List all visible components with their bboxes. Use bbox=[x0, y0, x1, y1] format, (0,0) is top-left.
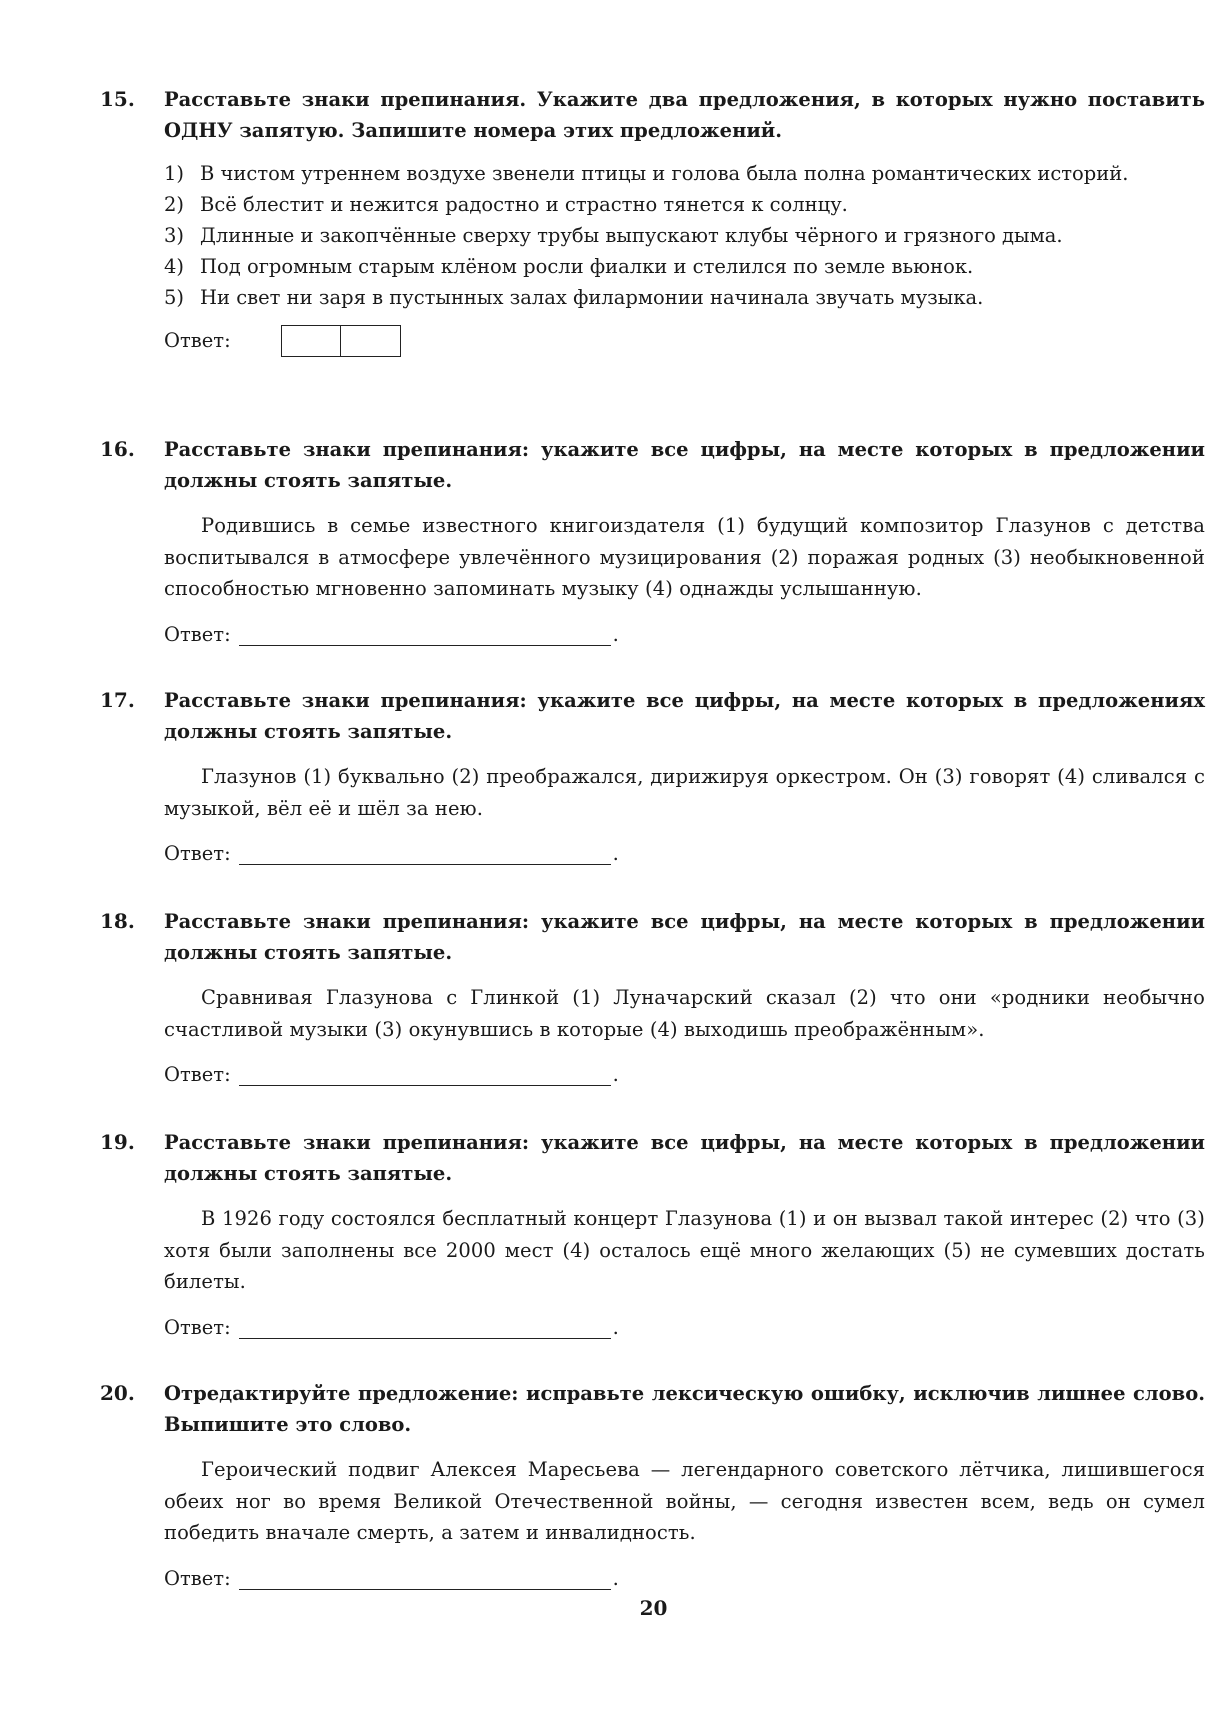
answer-label: Ответ: bbox=[164, 1315, 231, 1339]
answer-row bbox=[164, 838, 1205, 869]
option-number: 4) bbox=[164, 255, 185, 278]
task-number: 15. bbox=[100, 87, 135, 111]
task-number: 18. bbox=[100, 909, 135, 933]
option-text: Под огромным старым клёном росли фиалки и стелился по земле вьюнок. bbox=[200, 255, 974, 278]
option-item bbox=[164, 189, 1205, 220]
task-20 bbox=[100, 1378, 1205, 1594]
task-15 bbox=[100, 84, 1205, 356]
answer-label: Ответ: bbox=[164, 842, 231, 865]
task-prompt: Расставьте знаки препинания: укажите все цифры, на месте которых в предложении должны стоять запятые. bbox=[164, 910, 1205, 964]
task-body bbox=[164, 84, 1205, 356]
task-passage: Героический подвиг Алексея Маресьева — легендарного советского лётчика, лишившегося обеих ног во время Великой Отечественной войны, — сегодня известен всем, ведь он сумел победить вначале смерть, а затем и инвалидность. bbox=[164, 1458, 1205, 1544]
option-number: 5) bbox=[164, 286, 185, 309]
task-passage: Глазунов (1) буквально (2) преображался, дирижируя оркестром. Он (3) говорят (4) сливался с музыкой, вёл её и шёл за нею. bbox=[164, 765, 1205, 820]
task-number: 17. bbox=[100, 688, 135, 712]
answer-period: . bbox=[612, 1315, 619, 1339]
option-text: Всё блестит и нежится радостно и страстно тянется к солнцу. bbox=[200, 193, 848, 216]
option-item bbox=[164, 220, 1205, 251]
task-prompt: Расставьте знаки препинания. Укажите два предложения, в которых нужно поставить ОДНУ запятую. Запишите номера этих предложений. bbox=[164, 88, 1205, 142]
task-body bbox=[164, 1378, 1205, 1594]
options-list bbox=[164, 158, 1205, 313]
answer-line[interactable] bbox=[239, 844, 611, 865]
page-number: 20 bbox=[639, 1596, 668, 1620]
option-item bbox=[164, 158, 1205, 189]
answer-label: Ответ: bbox=[164, 1063, 231, 1086]
answer-label: Ответ: bbox=[164, 329, 231, 352]
option-item bbox=[164, 251, 1205, 282]
answer-box-1[interactable] bbox=[281, 325, 341, 357]
answer-row bbox=[164, 1563, 1205, 1594]
task-prompt: Отредактируйте предложение: исправьте лексическую ошибку, исключив лишнее слово. Выпишите это слово. bbox=[164, 1382, 1205, 1436]
task-prompt: Расставьте знаки препинания: укажите все цифры, на месте которых в предложениях должны стоять запятые. bbox=[164, 689, 1205, 743]
answer-period: . bbox=[612, 1566, 619, 1590]
option-text: Ни свет ни заря в пустынных залах филармонии начинала звучать музыка. bbox=[200, 286, 984, 309]
answer-row bbox=[164, 1059, 1205, 1090]
task-passage: В 1926 году состоялся бесплатный концерт Глазунова (1) и он вызвал такой интерес (2) что (3) хотя были заполнены все 2000 мест (4) осталось ещё много желающих (5) не сумевших достать билеты. bbox=[164, 1207, 1205, 1293]
task-passage: Сравнивая Глазунова с Глинкой (1) Луначарский сказал (2) что они «родники необычно счастливой музыки (3) окунувшись в которые (4) выходишь преображённым». bbox=[164, 986, 1205, 1041]
task-body bbox=[164, 906, 1205, 1090]
option-text: В чистом утреннем воздухе звенели птицы и голова была полна романтических историй. bbox=[200, 162, 1129, 185]
answer-line[interactable] bbox=[239, 1569, 611, 1590]
option-number: 3) bbox=[164, 224, 185, 247]
answer-line[interactable] bbox=[239, 625, 611, 646]
task-body bbox=[164, 685, 1205, 869]
task-body bbox=[164, 1127, 1205, 1343]
answer-period: . bbox=[612, 1063, 619, 1086]
option-number: 1) bbox=[164, 162, 185, 185]
answer-label: Ответ: bbox=[164, 622, 231, 646]
answer-box-2[interactable] bbox=[341, 325, 401, 357]
task-19 bbox=[100, 1127, 1205, 1343]
option-number: 2) bbox=[164, 193, 185, 216]
option-item bbox=[164, 282, 1205, 313]
task-16 bbox=[100, 434, 1205, 650]
answer-line[interactable] bbox=[239, 1318, 611, 1339]
task-number: 20. bbox=[100, 1381, 135, 1405]
task-prompt: Расставьте знаки препинания: укажите все цифры, на месте которых в предложении должны стоять запятые. bbox=[164, 1131, 1205, 1185]
answer-row bbox=[164, 325, 1205, 356]
task-body bbox=[164, 434, 1205, 650]
answer-line[interactable] bbox=[239, 1065, 611, 1086]
task-passage: Родившись в семье известного книгоиздателя (1) будущий композитор Глазунов с детства воспитывался в атмосфере увлечённого музицирования (2) поражая родных (3) необыкновенной способностью мгновенно запоминать музыку (4) однажды услышанную. bbox=[164, 514, 1205, 600]
task-number: 19. bbox=[100, 1130, 135, 1154]
answer-period: . bbox=[612, 622, 619, 646]
task-number: 16. bbox=[100, 437, 135, 461]
task-prompt: Расставьте знаки препинания: укажите все цифры, на месте которых в предложении должны стоять запятые. bbox=[164, 438, 1205, 492]
answer-label: Ответ: bbox=[164, 1566, 231, 1590]
answer-boxes bbox=[281, 325, 401, 357]
answer-row bbox=[164, 1312, 1205, 1343]
answer-row bbox=[164, 619, 1205, 650]
option-text: Длинные и закопчённые сверху трубы выпускают клубы чёрного и грязного дыма. bbox=[200, 224, 1063, 247]
task-18 bbox=[100, 906, 1205, 1090]
answer-period: . bbox=[612, 842, 619, 865]
task-17 bbox=[100, 685, 1205, 869]
